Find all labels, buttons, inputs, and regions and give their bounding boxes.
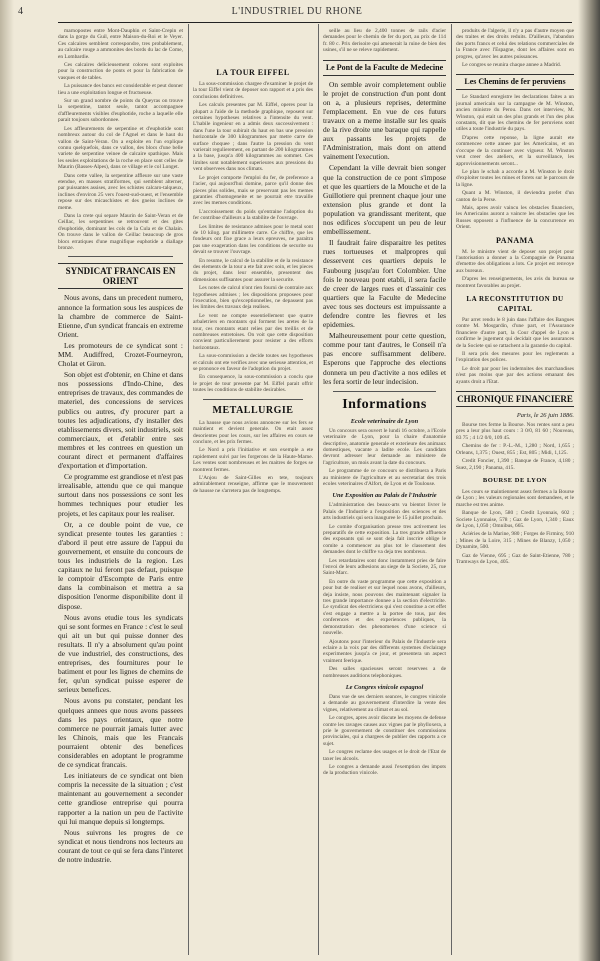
bourse-de-lyon-heading: BOURSE DE LYON [482,476,548,484]
paragraph: La sous-commission a decide toutes ses hypotheses et calculs ont ete verifies avec une serieuse attention, et se prononce en faveur de l'adoption du projet. [193,353,313,373]
continued-article [323,28,446,54]
tour-eiffel-article [193,81,313,394]
paragraph: seille au lieu de 2,400 tonnes de rails d'acier demandes pour le chemin de fer du port, au prix de 114 fr. 80 c. Prix derisoire qui amenerait la ruine de bien des usines, s'il ne se releve rapidement. [323,28,446,54]
paragraph: Quant a M. Winston, il deviendra prefet d'un canton de la Perse. [456,190,574,203]
section-divider [203,399,303,400]
paragraph: Le Standard enregistre les declarations faites a un journal americain sur la campagne de M. Winston, ancien ministre du Perou. Dans cet interview, M. Winston, qui etait un des plus grands et l'un des plus constants, dit que les chemins de fer peruviens sont utiles a toute l'industrie du pays. [456,94,574,133]
paragraph: marnopostes entre Mont-Dauphin et Saint-Crepin et dans la gorge du Guil, entre Maison-du-Roi et le Veyer. Ces calcaires semblent correspondre, tres probablement, au calcaire rouge a ammonites des bords du lac de Come, en Lombardie. [58,28,183,60]
paragraph: Le projet comporte l'emploi du fer, de preference a l'acier, qui aujourd'hui domine, parce qu'il donne des pieces plus solides, mais se preservant pas les memes garanties d'homogeneite et ne pourrait etre travaille avec les memes conditions. [193,174,313,207]
paragraph: Des salles spacieuses seront reservees a de nombreuses auditions telephoniques. [323,666,446,679]
paragraph: Les affleurements de serpentine et d'euphotide sont nombreux autour du col de l'Agnel et dans le haut du vallon de Saint-Veran. On a exploite en l'un explique connu quelquefois, dans ce vallon, des blocs d'une belle variete de serpentine veinee de calcaire spathique. Mais les seules exploitations de la roche en place sont celles de Maurin (Basses-Alpes), dans ce village et le col Longet. [58,125,183,171]
page-edge-shadow-right [578,0,600,961]
paragraph: Le Nord a pris l'initiative et son exemple a ete rapidement suivi par les forgerons de la Haute-Marne. Les ventes sont nombreuses et les maitres de forges se montrent fermes. [193,447,313,473]
exposition-subheading: Une Exposition au Palais de l'Industrie [332,492,437,500]
paragraph: D'apres cette reponse, la ligne aurait ete commencee cette annee par les Americains, et on s'occupe de la continuer avec vigueur. M. Winston veut creer des ateliers, et la surveillance, les approvisionnements seront... [456,134,574,167]
column-divider [318,24,319,955]
paragraph: En outre du vaste programme que cette exposition a pour but de realiser et sur lequel nous avons, d'ailleurs, deja insiste, nous pouvons des maintenant signaler la tres grande importance donnee a la section d'electricite. Le syndicat des electriciens qui s'est constitue a cet effet s'est engage a mettre a la portee de tous, par des conferences et des experiences publiques, la demonstration des phenomenes d'une science si nouvelle. [323,578,446,637]
paragraph: Sur un grand nombre de points du Queyras on trouve la serpentine, tantot seule, tantot accompagnee d'affleurements visibles d'euphotide, roche a laquelle elle parait toujours subordonnee. [58,98,183,124]
informations-heading: Informations [342,396,427,412]
paragraph: La puissance des bancs est considerable et peut donner lieu a une exploitation longue et fructueuse. [58,83,183,96]
paragraph: L'administration des beaux-arts va bientot livrer le Palais de l'Industrie a l'exposition des sciences et des arts industriels qui sera inauguree le 15 juillet prochain. [323,502,446,522]
paragraph: L'accroissement du poids qu'entraine l'adoption du fer contribue d'ailleurs a la stabilite de l'ouvrage. [193,208,313,222]
tour-eiffel-heading: LA TOUR EIFFEL [216,68,290,77]
paragraph: Chemins de fer : P.-L.-M., 1,280 ; Nord, 1,655 ; Orleans, 1,375 ; Ouest, 855 ; Est, 805 ; Midi, 1,125. [456,443,574,456]
ecole-veterinaire-item [323,428,446,488]
chemins-de-fer-heading: Les Chemins de fer peruviens [456,74,574,90]
column-1 [58,28,183,953]
paragraph: Il sera pris des mesures pour les reglements a l'expiration des polices. [456,351,574,364]
page-edge-shadow-left [0,0,14,961]
paragraph: Le plan le schah a accorde a M. Winston le droit d'exploiter toutes les mines et forets sur le parcours de la ligne. [456,168,574,188]
reconstitution-article [456,317,574,385]
paragraph: Nous avons, dans un precedent numero, annonce la formation sous les auspices de la chambre de commerce de Saint-Etienne, d'un syndicat francais en extreme Orient. [58,293,183,339]
paragraph: Les calculs presentes par M. Eiffel, operes pour la plupart a l'aide de la methode graphique, reposent sur certaines hypotheses relatives a l'intensite du vent. L'habile ingenieur en a admis deux successivement : dans l'une la tour subirait du haut en bas une pression horizontale de 300 kilogrammes par metre carre de surface choquee ; dans l'autre la pression du vent varierait regulierement, en partant de 200 kilogrammes a la base, jusqu'a 400 kilogrammes au sommet. Ces limites sont notablement superieures aux pressions du vent observees dans nos climats. [193,102,313,173]
paragraph: Un concours sera ouvert le lundi 16 octobre, a l'Ecole veterinaire de Lyon, pour la chaire d'anatomie descriptive, anatomie generale et exterieure des animaux domestiques, vacante a ladite ecole. Les candidats devront adresser leur demande au ministere de l'agriculture, un mois avant la date du concours. [323,427,446,466]
paragraph: L'Anjou de Saint-Gilles en tete, toujours admirablement renseigne, affirme que le mouvement de hausse ne s'arretera pas de longtemps. [193,474,313,494]
paragraph: Les retardataires sont donc instamment pries de faire l'envoi de leurs adhesions au siege de la Societe, 25, rue Saint-Marc. [323,557,446,577]
paragraph: Dans vue de ses derniers seances, le congres vinicole a demande au gouvernement d'interdire la vente des vignes, relativement au climat et au sol. [323,693,446,713]
paragraph: Nous suivrons les progres de ce syndicat et nous tiendrons nos lecteurs au courant de tout ce qui se fera dans l'interet de notre industrie. [58,827,183,865]
paragraph: Ajoutons pour l'interieur du Palais de l'Industrie sera eclaire a la voix par des differents systemes d'eclairage experimentes jusqu'a ce jour, et presentera un aspect vraiment feerique. [323,638,446,664]
paragraph: Les promoteurs de ce syndicat sont : MM. Audiffred, Crozet-Fourneyron, Cholat et Giron. [58,340,183,369]
paragraph: Les limites de resistance admises pour le metal sont de 10 kilog. par millimetre carre. Ce chiffre, que les fondeurs ont fixe grace a leurs epreuves, ne paraitra pas une exageration dans les conditions de securite ou devait se trouver l'ouvrage. [193,223,313,256]
paragraph: Il faudrait faire disparaitre les petites rues tortueuses et malpropres qui desservent ces quartiers depuis le Faubourg jusqu'au fort Colombier. Une fois le nouveau pont etabli, il sera facile de creer de larges rues et d'assainir ces quartiers que la Faculte de Medecine avec tous ses docteurs est impuissante a defendre contre les fievres et les epidemies. [323,238,446,330]
paragraph: Nous avons etudie tous les syndicats qui se sont formes en France : c'est le seul qui ait un but qui puisse donner des resultats. Il n'y a absolument qu'au point de vue industriel, des constructions, des entreprises, des fournitures pour le batiment et pour les lignes de chemins de fer, qu'un syndicat puisse esperer de serieux benefices. [58,612,183,695]
section-divider [68,256,173,257]
panama-heading: PANAMA [496,235,534,245]
exposition-item [323,502,446,679]
paragraph: Les cours se maintiennent assez fermes a la Bourse de Lyon ; les valeurs regionales sont demandees, et le marche est tres anime. [456,488,574,508]
paragraph: Le congres reclame des usages et le droit de l'Etat de taxer les alcools. [323,749,446,762]
ecole-veterinaire-subheading: Ecole veterinaire de Lyon [350,417,419,425]
bourse-de-lyon-article [456,489,574,565]
chronique-financiere-heading: CHRONIQUE FINANCIERE [456,391,574,407]
column-divider [451,24,452,955]
column-divider [188,24,189,955]
masthead-title: L'INDUSTRIEL DU RHONE [231,6,363,17]
paragraph: La sous-commission chargee d'examiner le projet de la tour Eiffel vient de deposer son rapport et a pris des conclusions definitives. [193,81,313,100]
chemins-de-fer-article [456,94,574,230]
paragraph: Le droit par pour les indemnites des marchandises n'est pas moins que par des actions emanant des ayants droit a l'Etat. [456,365,574,385]
paragraph: Le congres, apres avoir discute les moyens de defense contre les ravages causes aux vignes par le phylloxera, a prie le gouvernement de constituer des commissions provinciales, qui a chargees de publier des rapports a ce sujet. [323,715,446,747]
paragraph: Aciéries de la Marine, 980 ; Forges de Firminy, 910 ; Mines de la Loire, 315 ; Mines de Blanzy, 1,050 ; Dynamite, 500. [456,531,574,551]
syndicat-heading: SYNDICAT FRANCAIS EN ORIENT [58,263,183,289]
paragraph: Le programme de ce concours se distribuera a Paris au ministere de l'agriculture et au secretariat des trois ecoles veterinaires d'Alfort, de Lyon et de Toulouse. [323,468,446,487]
column-3 [323,28,446,953]
paragraph: En resume, le calcul de la stabilite et de la resistance des elements de la tour a ete fait avec soin, et les pieces du projet, dans leur ensemble, presentent des dimensions suffisantes pour assurer la securite. [193,257,313,283]
paragraph: Le vent ne compte essentiellement que quatre arbaletriers en montants qui forment les aretes de la tour, ces montants etant relies par des treillis et de nombreuses entretoises. On voit que cette disposition convient particulierement pour resister a des efforts horizontaux. [193,312,313,351]
paragraph: D'apres les renseignements, les avis du bureau se montrent favorables au projet. [456,276,574,289]
congres-subheading: Le Congres vinicole espagnol [345,683,424,691]
page-number: 4 [18,6,24,17]
paragraph: Les notes de calcul n'ont rien fourni de contraire aux hypotheses admises ; les dispositions proposees pour l'execution, bien qu'exceptionnelles, ne depassent pas les limites des travaux deja realises. [193,285,313,311]
paragraph: Le congres a demande aussi l'exemption des impots de la production vinicole. [323,764,446,777]
column-2 [193,28,313,953]
paragraph: Les initiateurs de ce syndicat ont bien compris la necessite de la situation ; c'est maintenant au gouvernement a seconder cette grandiose entreprise qui pourra rapporter a la nation un peu de l'activite qui lui manque depuis si longtemps. [58,771,183,826]
continued-article [58,28,183,251]
paragraph: Credit Foncier, 1,390 ; Banque de France, 4,180 ; Suez, 2,190 ; Panama, 415. [456,458,574,471]
paragraph: Or, a ce double point de vue, ce syndicat presente toutes les garanties : d'abord il peut etre assure de l'appui du gouvernement, et ensuite du concours de tous les industriels de la region. Les capitaux ne lui feront pas defaut, puisque le comptoir d'Escompte de Paris entre dans la combinaison et mettra a sa disposition l'enorme disponibilite dont il dispose. [58,519,183,611]
paragraph: Nous avons pu constater, pendant les quelques annees que nous avons passees dans les pays orientaux, que notre commerce ne pourrait jamais lutter avec les Chinois, mais que les Francais pourraient obtenir des benefices considerables en adoptant le programme de ce syndicat francais. [58,696,183,770]
section-divider [333,391,436,392]
paragraph: Gaz de Vienne, 695 ; Gaz de Saint-Etienne, 780 ; Tramways de Lyon, 405. [456,552,574,565]
continued-article [456,28,574,68]
panama-article [456,249,574,289]
page-header [18,6,576,20]
header-rule [58,22,572,23]
paragraph: Banque de Lyon, 580 ; Credit Lyonnais, 602 ; Societe Lyonnaise, 578 ; Gaz de Lyon, 1,340 ; Eaux de Lyon, 1,050 ; Omnibus, 665. [456,510,574,529]
paragraph: M. le ministre vient de deposer son projet pour l'autorisation a donner a la Compagnie de Panama d'emettre des obligations a lots. Ce projet est renvoye aux bureaux. [456,248,574,274]
paragraph: Dans cette vallee, la serpentine affleure sur une vaste etendue, en masses stratiformes, qui semblent alterner, par puissantes assises, avec les schistes calcaro-talqueux, inclines d'environ 25 vers l'ouest-sud-ouest, et l'ensemble repose sur des micaschistes et des gneiss inclines de meme. [58,172,183,211]
congres-item [323,694,446,777]
paragraph: En consequence, la sous-commission a conclu que le projet de tour presente par M. Eiffel parait offrir toutes les conditions de stabilite desirables. [193,374,313,394]
paragraph: Par arret rendu le 8 juin dans l'affaire des Bangues contre M. Mosgardin, d'une part, et l'Assurance financiere d'autre part, la Cour d'appel de Lyon a confirme le jugement qui decidait que les assurances de la Societe qui se rattachent a la garantie du capital. [456,317,574,349]
paragraph: Son objet est d'obtenir, en Chine et dans nos possessions d'Indo-Chine, des entreprises de travaux, des commandes de materiel, des concessions de services publics ou autres, d'y procurer part a toutes les adjudications, d'y installer des etablissements divers, soit industriels, soit commerciaux, et d'etablir entre ses membres et les contrees en question un courant direct et permanent d'affaires d'exportation et d'importation. [58,370,183,471]
paragraph: Le comite d'organisation presse tres activement les preparatifs de cette exposition. La tres grande affluence des exposants qui se sont deja fait inscrire oblige le comite a commencer au plus tot le classement des demandes dont le chiffre va deja tres nombreux. [323,523,446,556]
paragraph: Cependant la ville devrait bien songer que la construction de ce pont s'impose et que les quartiers de la Mouche et de la Guillotiere qui prennent chaque jour une extension plus grande et dont la population va grandissant meritent, que nos edifices s'occupent un peu de leur embellissement. [323,163,446,237]
chronique-financiere-article [456,422,574,471]
reconstitution-heading: LA RECONSTITUTION DU CAPITAL [466,295,564,313]
paragraph: Bourse tres ferme la Bourse. Nos rentes sont a peu pres a leur plus haut cours : 3 0/0, 81 60 ; Nouveau, 83 75 ; 4 1/2 0/0, 109 45. [456,422,574,441]
paragraph: Ce programme est grandiose et n'est pas irrealisable, attendu que ce qui manque surtout dans nos possessions ce sont les hommes techniques pour etudier les projets, et les capitaux pour les realiser. [58,472,183,518]
metallurgie-article [193,420,313,494]
paragraph: Malheureusement pour cette question, comme pour tant d'autres, le Conseil n'a pas encore suffisamment delibere. Esperons que l'approche des elections donnera un peu d'activite a nos ediles et les fera sortir de leur indecision. [323,331,446,386]
paragraph: On semble avoir completement oublie le projet de construction d'un pont dont on a, a plusieurs reprises, determine l'emplacement. En vue de ces futurs travaux on a meme installe sur les quais de la rive droite une baraque qui rappelle aux passants les projets de l'Administration, mais dont on attend vainement l'execution. [323,79,446,162]
paragraph: Dans la crete qui separe Maurin de Saint-Veran et de Ceillac, les serpentines se retrouvent et des gites d'euphotide, dominant les cols de la Cula et de Chalain. On trouve dans le vallon de Ceillac beaucoup de gros blocs erratiques d'une magnifique euphotide a diallage bronze. [58,212,183,251]
paragraph: Le congres se reunira chaque annee a Madrid. [462,62,562,69]
paragraph: La hausse que nous avions annoncee sur les fers se maintient et devient generale. On etait assez desorientes pour les cours, sur les affaires en cours se conclure, et les prix fermes. [193,419,313,445]
pont-article [323,80,446,386]
paragraph: Ces calcaires delicieusement colores sont exploites pour la construction de ponts et pour la fabrication de vasques et de tables. [58,62,183,81]
metallurgie-heading: METALLURGIE [212,404,294,416]
syndicat-article [58,293,183,864]
finance-dateline: Paris, le 26 juin 1886. [516,412,574,420]
paragraph: produits de l'algerie, il n'y a pas d'autre moyen que des traites et des droits reduits. D'ailleurs, l'abandon des ports francs et celui des relations commerciales de la France avec l'Espagne, dont les affaires sont en progres, qu'avec les autres puissances. [456,28,574,60]
paragraph: Mais, apres avoir vaincu les obstacles financiers, les Americains auront a vaincre les obstacles que les Russes opposent a l'influence de la concurrence en Orient. [456,204,574,231]
column-4 [456,28,574,953]
pont-heading: Le Pont de la Faculte de Medecine [323,60,446,76]
